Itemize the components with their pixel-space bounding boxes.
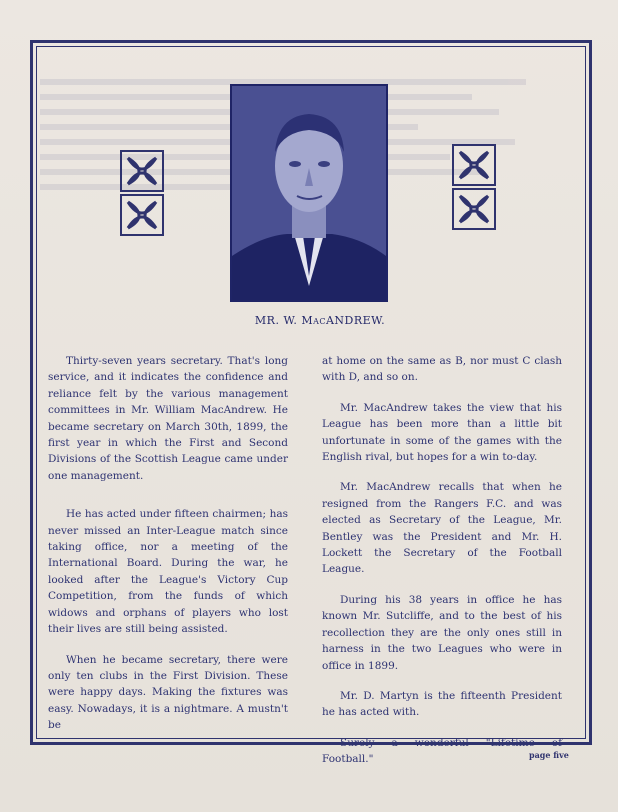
paragraph: Thirty-seven years secretary. That's long service, and it indicates the confidence and reliance felt by the various management committees in Mr. William MacAndrew. He became secretary on March 30th, 1899, the first year in which the First and Second Divisions of the Scottish League came under one management. — [48, 355, 288, 482]
paragraph: When he became secretary, there were only ten clubs in the First Division. These were happy days. Making the fixtures was easy. Nowadays, it is a nightmare. A mustn't be — [48, 653, 288, 732]
paragraph: Mr. MacAndrew takes the view that his League has been more than a little bit unfortunate in some of the games with the English rival, but hopes for a win to-day. — [322, 401, 562, 464]
paragraph: He has acted under fifteen chairmen; has never missed an Inter-League match since taking office, nor a meeting of the International Board. During the war, he looked after the League's Victory Cup Competition, from the funds of which widows and orphans of players who lost their lives are still being assisted. — [48, 508, 288, 636]
celtic-knot-ornament-icon — [120, 150, 164, 236]
portrait-caption: MR. W. MacANDREW. — [254, 314, 386, 327]
portrait-photo — [230, 84, 388, 302]
paragraph: at home on the same as B, nor must C clash with D, and so on. — [322, 355, 562, 384]
paragraph: Mr. D. Martyn is the fifteenth President he has acted with. — [322, 689, 562, 719]
celtic-knot-ornament-icon — [452, 144, 496, 230]
right-column — [322, 353, 562, 782]
paragraph: Mr. MacAndrew recalls that when he resigned from the Rangers F.C. and was elected as Secretary of the League, Mr. Bentley was the President and Mr. H. Lockett the Secretary of the Football League. — [322, 481, 562, 576]
page-number: page five — [529, 750, 569, 760]
left-column — [48, 353, 288, 748]
paragraph: Surely a wonderful "Lifetime of Football." — [322, 736, 562, 766]
paragraph: During his 38 years in office he has known Mr. Sutcliffe, and to the best of his recollection they are the only ones still in harness in the two Leagues who were in office in 1899. — [322, 593, 562, 672]
